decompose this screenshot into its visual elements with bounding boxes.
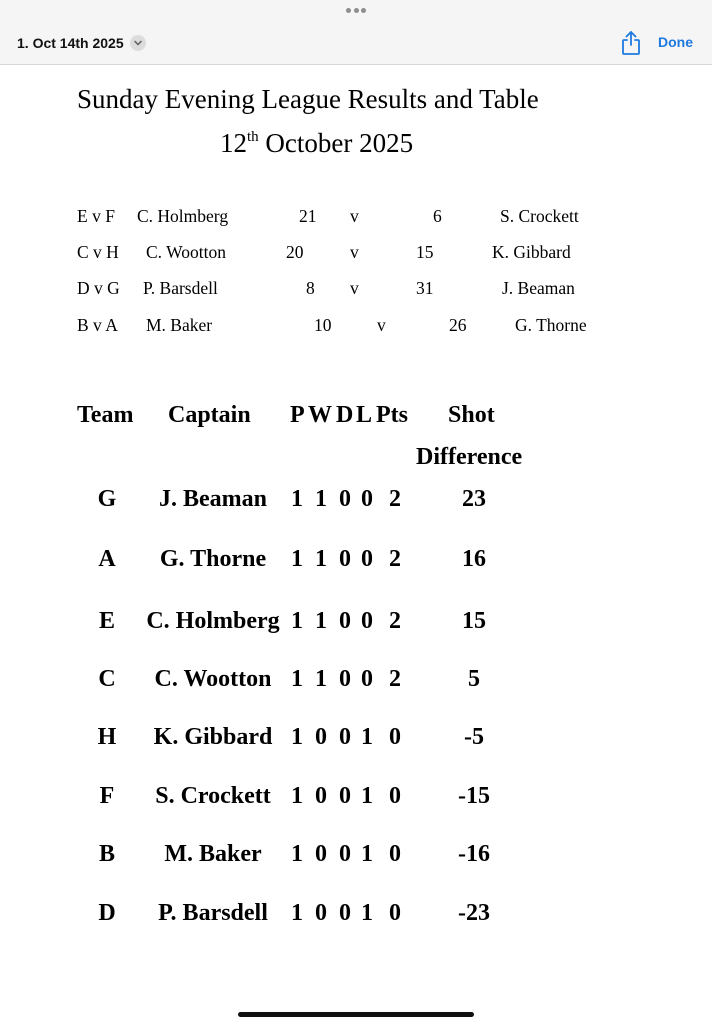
result-home-captain: C. Holmberg [137, 206, 229, 226]
table-cell-team: A [98, 546, 116, 572]
table-cell-w: 1 [315, 546, 327, 572]
table-cell-captain: G. Thorne [159, 546, 267, 572]
table-cell-d: 0 [339, 666, 351, 692]
table-cell-pts: 0 [389, 900, 401, 926]
document-title-menu[interactable] [17, 33, 146, 53]
result-match: C v H [77, 242, 119, 262]
header-played: P [290, 402, 305, 428]
header-lost: L [356, 402, 373, 428]
table-cell-diff: -15 [458, 783, 490, 809]
header-difference: Difference [416, 444, 523, 470]
result-match: B v A [77, 315, 118, 335]
done-button[interactable]: Done [658, 34, 693, 50]
table-cell-team: E [98, 608, 116, 634]
table-cell-diff: -23 [458, 900, 490, 926]
header-shot: Shot [448, 402, 495, 428]
page-date [220, 128, 413, 159]
table-cell-team: D [98, 900, 116, 926]
result-home-captain: M. Baker [146, 315, 213, 335]
table-cell-diff: 16 [462, 546, 486, 572]
date-suffix: th [247, 129, 259, 145]
table-cell-p: 1 [291, 783, 303, 809]
table-cell-captain: J. Beaman [159, 486, 267, 512]
result-match: D v G [77, 278, 120, 298]
result-away-captain: G. Thorne [515, 315, 587, 335]
table-cell-pts: 0 [389, 783, 401, 809]
share-icon[interactable] [619, 30, 643, 56]
table-cell-d: 0 [339, 783, 351, 809]
header-captain: Captain [168, 402, 251, 428]
table-cell-l: 0 [361, 546, 373, 572]
table-cell-l: 0 [361, 486, 373, 512]
table-cell-d: 0 [339, 900, 351, 926]
result-home-score: 21 [299, 206, 317, 226]
header-team: Team [77, 402, 134, 428]
table-cell-p: 1 [291, 546, 303, 572]
date-month-year: October 2025 [265, 128, 414, 158]
result-away-score: 15 [416, 242, 434, 262]
result-home-score: 20 [286, 242, 304, 262]
table-cell-team: H [97, 724, 117, 750]
result-v: v [350, 206, 359, 226]
table-cell-w: 0 [315, 841, 327, 867]
table-cell-p: 1 [291, 900, 303, 926]
result-v: v [350, 278, 359, 298]
table-cell-captain: M. Baker [164, 841, 262, 867]
result-away-captain: K. Gibbard [492, 242, 571, 262]
header-points: Pts [376, 402, 408, 428]
table-cell-l: 0 [361, 666, 373, 692]
table-cell-p: 1 [291, 666, 303, 692]
table-cell-captain: P. Barsdell [158, 900, 268, 926]
header-drawn: D [336, 402, 354, 428]
table-cell-w: 1 [315, 666, 327, 692]
table-cell-w: 1 [315, 486, 327, 512]
result-home-captain: P. Barsdell [143, 278, 218, 298]
table-cell-pts: 2 [389, 546, 401, 572]
table-cell-pts: 0 [389, 724, 401, 750]
table-cell-d: 0 [339, 608, 351, 634]
table-cell-d: 0 [339, 486, 351, 512]
table-cell-pts: 2 [389, 486, 401, 512]
table-cell-team: C [98, 666, 116, 692]
date-day: 12 [220, 128, 247, 158]
table-cell-d: 0 [339, 841, 351, 867]
table-cell-p: 1 [291, 608, 303, 634]
table-cell-diff: -16 [458, 841, 490, 867]
result-away-score: 26 [449, 315, 467, 335]
result-home-score: 8 [306, 278, 315, 298]
header-won: W [308, 402, 332, 428]
table-cell-p: 1 [291, 841, 303, 867]
table-cell-diff: -5 [464, 724, 484, 750]
table-cell-pts: 2 [389, 608, 401, 634]
result-home-captain: C. Wootton [146, 242, 226, 262]
table-cell-l: 1 [361, 900, 373, 926]
home-indicator[interactable] [238, 1012, 474, 1017]
more-dots-icon[interactable] [346, 6, 366, 14]
chevron-down-icon[interactable] [130, 35, 146, 51]
result-v: v [350, 242, 359, 262]
result-away-score: 31 [416, 278, 434, 298]
table-cell-w: 0 [315, 724, 327, 750]
table-cell-w: 0 [315, 900, 327, 926]
result-v: v [377, 315, 386, 335]
result-away-captain: J. Beaman [502, 278, 575, 298]
result-away-score: 6 [433, 206, 442, 226]
table-cell-diff: 23 [462, 486, 486, 512]
result-match: E v F [77, 206, 115, 226]
table-cell-team: F [99, 783, 115, 809]
table-cell-captain: C. Holmberg [146, 608, 280, 634]
table-cell-l: 1 [361, 724, 373, 750]
table-cell-l: 1 [361, 841, 373, 867]
top-toolbar [0, 0, 712, 65]
table-cell-pts: 0 [389, 841, 401, 867]
document-title: 1. Oct 14th 2025 [17, 35, 124, 51]
table-cell-w: 1 [315, 608, 327, 634]
table-cell-pts: 2 [389, 666, 401, 692]
table-cell-l: 0 [361, 608, 373, 634]
table-cell-p: 1 [291, 486, 303, 512]
page-title: Sunday Evening League Results and Table [77, 84, 539, 114]
table-cell-team: G [97, 486, 117, 512]
table-cell-d: 0 [339, 724, 351, 750]
table-cell-diff: 5 [468, 666, 480, 692]
table-cell-l: 1 [361, 783, 373, 809]
table-cell-captain: K. Gibbard [153, 724, 273, 750]
table-cell-p: 1 [291, 724, 303, 750]
table-cell-team: B [98, 841, 116, 867]
table-cell-w: 0 [315, 783, 327, 809]
result-home-score: 10 [314, 315, 332, 335]
result-away-captain: S. Crockett [500, 206, 579, 226]
document-page [0, 65, 712, 1024]
table-cell-diff: 15 [462, 608, 486, 634]
table-cell-captain: C. Wootton [154, 666, 272, 692]
table-cell-captain: S. Crockett [155, 783, 271, 809]
table-cell-d: 0 [339, 546, 351, 572]
